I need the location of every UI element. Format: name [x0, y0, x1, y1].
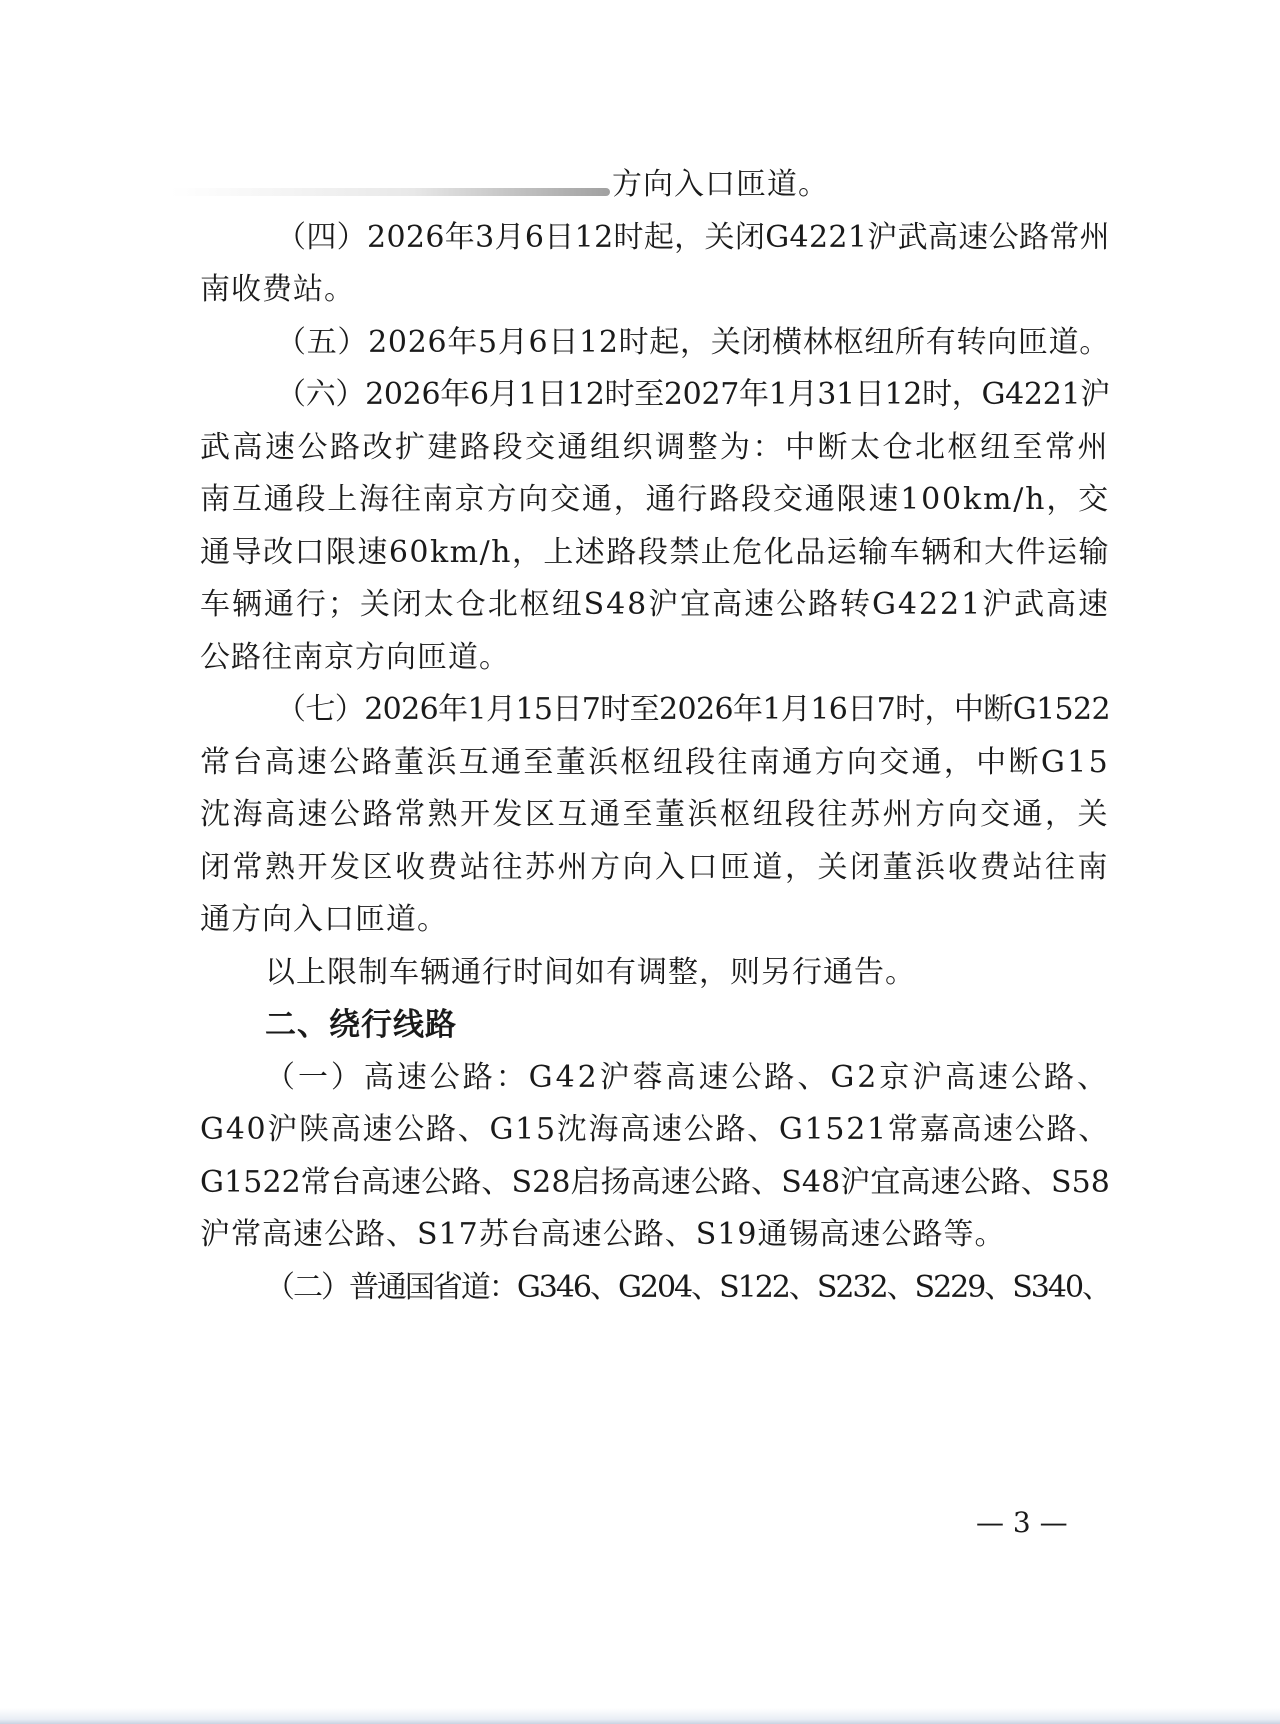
section-heading: 二、绕行线路 [265, 1007, 457, 1043]
text-line: 闭常熟开发区收费站往苏州方向入口匝道，关闭董浜收费站往南 [200, 850, 1110, 885]
text-line: （六）2026年6月1日12时至2027年1月31日12时，G4221沪 [276, 377, 1110, 412]
page-number: — 3 — [976, 1506, 1068, 1539]
text-line: 通方向入口匝道。 [200, 902, 448, 937]
text-line: 南互通段上海往南京方向交通，通行路段交通限速100km/h，交 [200, 482, 1110, 517]
text-line: 常台高速公路董浜互通至董浜枢纽段往南通方向交通，中断G15 [200, 745, 1110, 780]
text-line: G40沪陕高速公路、G15沈海高速公路、G1521常嘉高速公路、 [200, 1112, 1110, 1147]
text-line: （一）高速公路：G42沪蓉高速公路、G2京沪高速公路、 [265, 1060, 1110, 1095]
text-line: 武高速公路改扩建路段交通组织调整为：中断太仓北枢纽至常州 [200, 430, 1110, 465]
text-line: 车辆通行；关闭太仓北枢纽S48沪宜高速公路转G4221沪武高速 [200, 587, 1110, 622]
text-line: 公路往南京方向匝道。 [200, 640, 510, 675]
text-line: （四）2026年3月6日12时起，关闭G4221沪武高速公路常州 [276, 220, 1110, 255]
text-line: （七）2026年1月15日7时至2026年1月16日7时，中断G1522 [276, 692, 1110, 727]
text-line: 以上限制车辆通行时间如有调整，则另行通告。 [265, 955, 916, 990]
text-line: G1522常台高速公路、S28启扬高速公路、S48沪宜高速公路、S58 [200, 1165, 1110, 1200]
text-line: （二）普通国省道：G346、G204、S122、S232、S229、S340、 [265, 1270, 1110, 1305]
text-line: 方向入口匝道。 [612, 167, 829, 202]
scan-bottom-edge [0, 1708, 1280, 1724]
text-line: 沪常高速公路、S17苏台高速公路、S19通锡高速公路等。 [200, 1217, 1006, 1252]
text-line: 沈海高速公路常熟开发区互通至董浜枢纽段往苏州方向交通，关 [200, 797, 1110, 832]
text-line: 通导改口限速60km/h，上述路段禁止危化品运输车辆和大件运输 [200, 535, 1110, 570]
text-line: （五）2026年5月6日12时起，关闭横林枢纽所有转向匝道。 [276, 325, 1110, 360]
text-line: 南收费站。 [200, 272, 355, 307]
scan-shadow [170, 188, 610, 196]
